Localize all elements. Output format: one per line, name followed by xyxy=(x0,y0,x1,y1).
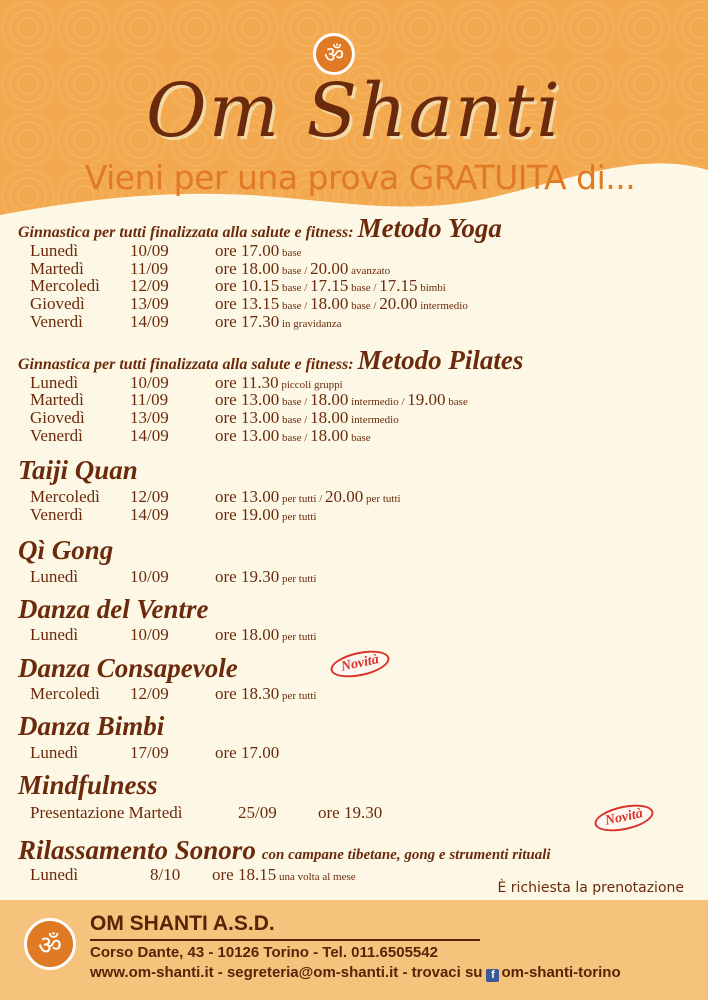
row-time: 20.00 xyxy=(325,487,364,506)
row-time: 18.00 xyxy=(310,408,349,427)
row-level: base xyxy=(279,247,302,259)
section-subtitle: Ginnastica per tutti finalizzata alla salute e fitness: xyxy=(18,224,354,241)
row-level: intermedio / xyxy=(348,396,408,408)
row-level: per tutti xyxy=(279,573,317,585)
section-title: Metodo Pilates xyxy=(357,345,524,375)
row-times xyxy=(215,427,371,447)
row-level: base xyxy=(348,432,371,444)
row-times xyxy=(215,626,317,646)
footer-web-text[interactable]: www.om-shanti.it - segreteria@om-shanti.it - trovaci su xyxy=(90,964,483,981)
row-date: 12/09 xyxy=(130,276,169,295)
row-time: ore 13.00 xyxy=(215,408,280,427)
row-date: 10/09 xyxy=(130,625,169,644)
row-day: Lunedì xyxy=(30,625,79,644)
row-times xyxy=(215,744,279,762)
row-day: Lunedì xyxy=(30,567,79,586)
row-day: Mercoledì xyxy=(30,684,100,703)
row-time: ore 19.30 xyxy=(318,803,383,822)
section-subtitle: Ginnastica per tutti finalizzata alla salute e fitness: xyxy=(18,356,354,373)
row-time: 18.00 xyxy=(310,390,349,409)
row-level: bimbi xyxy=(417,282,446,294)
section-qigong-title: Qì Gong xyxy=(18,535,114,565)
facebook-icon: f xyxy=(486,969,499,982)
footer xyxy=(0,900,708,1000)
row-date: 10/09 xyxy=(130,373,169,392)
row-time: ore 17.30 xyxy=(215,312,280,331)
row-time: ore 13.15 xyxy=(215,294,280,313)
row-date: 13/09 xyxy=(130,408,169,427)
row-level: una volta al mese xyxy=(276,871,356,883)
row-times xyxy=(215,313,342,333)
row-time: 18.00 xyxy=(310,294,349,313)
booking-notice: È richiesta la prenotazione xyxy=(497,880,684,896)
row-times xyxy=(215,685,317,705)
footer-org-name: OM SHANTI A.S.D. xyxy=(90,912,275,935)
row-day: Mercoledì xyxy=(30,487,100,506)
row-date: 13/09 xyxy=(130,294,169,313)
row-level: base / xyxy=(279,414,311,426)
row-date: 25/09 xyxy=(238,803,277,822)
row-times xyxy=(318,804,382,822)
footer-address: Corso Dante, 43 - 10126 Torino - Tel. 011.6505542 xyxy=(90,944,438,961)
row-day: Venerdì xyxy=(30,312,83,331)
row-level: base / xyxy=(348,300,380,312)
novita-badge: Novità xyxy=(328,646,392,682)
om-logo-icon: ॐ xyxy=(24,918,76,970)
section-mindfulness-title: Mindfulness xyxy=(18,770,158,800)
section-yoga-heading xyxy=(18,213,502,244)
row-date: 10/09 xyxy=(130,567,169,586)
row-level: base xyxy=(445,396,468,408)
row-time: ore 11.30 xyxy=(215,373,279,392)
row-time: ore 18.00 xyxy=(215,259,280,278)
row-time: 19.00 xyxy=(407,390,446,409)
row-times xyxy=(215,506,317,526)
om-logo-icon: ॐ xyxy=(313,33,355,75)
row-time: ore 13.00 xyxy=(215,426,280,445)
row-level: per tutti xyxy=(279,511,317,523)
novita-badge: Novità xyxy=(592,800,656,836)
row-day: Lunedì xyxy=(30,241,79,260)
section-bimbi-title: Danza Bimbi xyxy=(18,711,165,741)
section-title: Rilassamento Sonoro xyxy=(18,835,256,865)
row-level: in gravidanza xyxy=(279,318,342,330)
row-level: per tutti xyxy=(363,493,401,505)
footer-contacts xyxy=(90,964,621,982)
row-time: ore 18.00 xyxy=(215,625,280,644)
section-pilates-heading xyxy=(18,345,523,376)
footer-divider xyxy=(90,939,480,941)
row-date: 11/09 xyxy=(130,390,169,409)
row-date: 12/09 xyxy=(130,684,169,703)
row-level: piccoli gruppi xyxy=(278,379,343,391)
row-level: base / xyxy=(279,300,311,312)
row-date: 14/09 xyxy=(130,505,169,524)
row-level: base / xyxy=(279,432,311,444)
row-time: ore 17.00 xyxy=(215,743,280,762)
row-level: per tutti xyxy=(279,690,317,702)
row-level: intermedio xyxy=(417,300,468,312)
row-day: Lunedì xyxy=(30,743,79,762)
row-time: 17.15 xyxy=(379,276,418,295)
row-date: 14/09 xyxy=(130,312,169,331)
tagline: Vieni per una prova GRATUITA di... xyxy=(84,158,636,197)
row-date: 8/10 xyxy=(150,865,181,884)
row-time: 18.00 xyxy=(310,426,349,445)
row-day: Giovedì xyxy=(30,408,85,427)
row-level: per tutti / xyxy=(279,493,326,505)
row-time: ore 19.30 xyxy=(215,567,280,586)
row-date: 12/09 xyxy=(130,487,169,506)
row-date: 17/09 xyxy=(130,743,169,762)
row-times xyxy=(215,568,317,588)
row-time: 20.00 xyxy=(379,294,418,313)
row-time: 17.15 xyxy=(310,276,349,295)
row-date: 11/09 xyxy=(130,259,169,278)
row-time: ore 13.00 xyxy=(215,487,280,506)
row-time: 20.00 xyxy=(310,259,349,278)
row-day: Lunedì xyxy=(30,373,79,392)
row-level: base / xyxy=(348,282,380,294)
row-day: Venerdì xyxy=(30,505,83,524)
facebook-link[interactable]: om-shanti-torino xyxy=(501,964,621,981)
brand-title: Om Shanti xyxy=(146,68,562,154)
row-day: Giovedì xyxy=(30,294,85,313)
row-level: per tutti xyxy=(279,631,317,643)
section-rilassamento-heading xyxy=(18,835,551,866)
section-consapevole-title: Danza Consapevole xyxy=(18,653,238,683)
row-level: base / xyxy=(279,282,311,294)
row-level: intermedio xyxy=(348,414,399,426)
row-time: ore 18.15 xyxy=(212,865,277,884)
row-day: Lunedì xyxy=(30,865,79,884)
row-time: ore 19.00 xyxy=(215,505,280,524)
row-time: ore 18.30 xyxy=(215,684,280,703)
row-time: ore 13.00 xyxy=(215,390,280,409)
row-time: ore 17.00 xyxy=(215,241,280,260)
row-date: 14/09 xyxy=(130,426,169,445)
section-taiji-title: Taiji Quan xyxy=(18,455,138,485)
row-day: Martedì xyxy=(30,259,84,278)
row-level: avanzato xyxy=(348,265,391,277)
row-date: 10/09 xyxy=(130,241,169,260)
section-note: con campane tibetane, gong e strumenti rituali xyxy=(261,847,551,863)
row-day: Presentazione Martedì xyxy=(30,803,183,822)
section-title: Metodo Yoga xyxy=(357,213,502,243)
row-time: ore 10.15 xyxy=(215,276,280,295)
row-day: Venerdì xyxy=(30,426,83,445)
row-level: base / xyxy=(279,265,311,277)
row-day: Mercoledì xyxy=(30,276,100,295)
row-times xyxy=(212,866,356,886)
row-level: base / xyxy=(279,396,311,408)
row-day: Martedì xyxy=(30,390,84,409)
section-ventre-title: Danza del Ventre xyxy=(18,594,209,624)
